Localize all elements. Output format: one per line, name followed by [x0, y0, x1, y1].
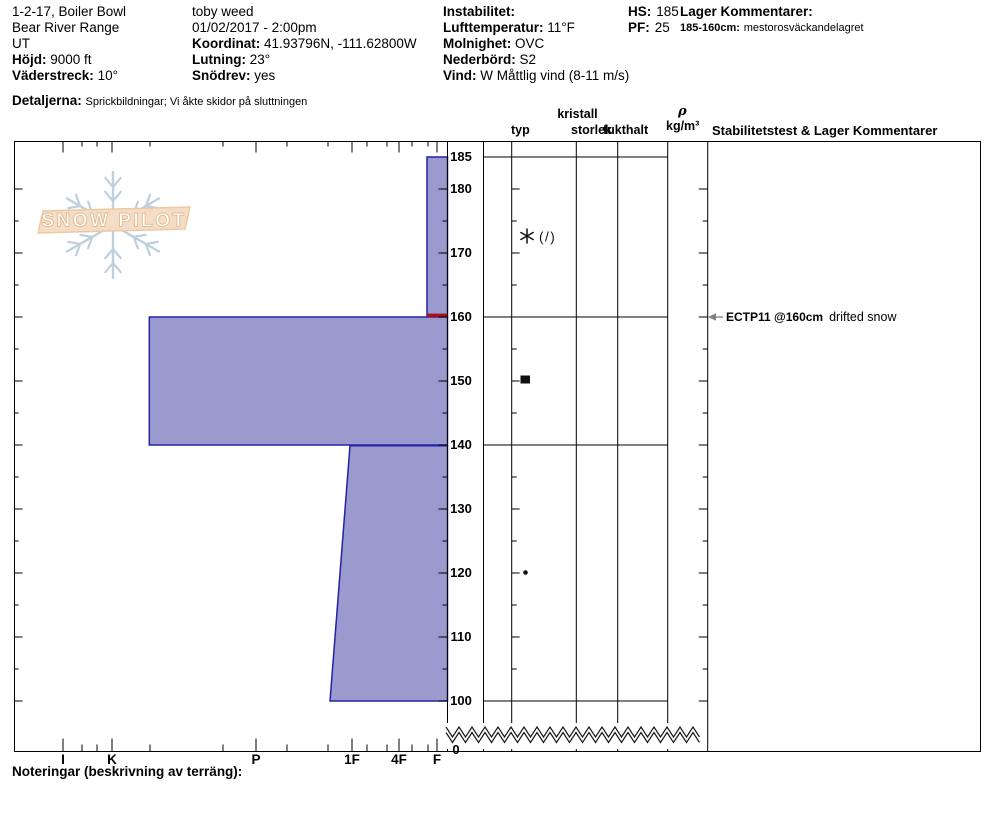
details-label: Detaljerna: [12, 93, 82, 108]
hs-value: 185 [656, 4, 679, 19]
state: UT [12, 36, 30, 51]
layer-bar-140-100 [330, 446, 448, 701]
details-value: Sprickbildningar; Vi åkte skidor på sluttningen [85, 96, 308, 108]
coordinates-label: Koordinat: [192, 36, 261, 51]
wind-label: Vind: [443, 68, 477, 83]
depth-label-140: 140 [450, 437, 472, 452]
hardness-label-4F: 4F [391, 752, 407, 767]
depth-label-110: 110 [450, 629, 472, 644]
depth-label-160: 160 [450, 309, 472, 324]
ect-test-comment: drifted snow [829, 310, 897, 324]
precip-label: Nederbörd: [443, 52, 516, 67]
depth-label-185: 185 [450, 149, 472, 164]
column-header-moisture: fukthalt [603, 123, 649, 137]
slope-angle-value: 23° [249, 52, 271, 67]
depth-label-170: 170 [450, 245, 472, 260]
ect-annotation-arrow [708, 313, 723, 321]
hardness-label-P: P [251, 752, 261, 767]
snowpilot-logo [38, 172, 190, 278]
grain-secondary-symbol: (/) [539, 229, 557, 245]
stability-test-annotation [726, 310, 897, 325]
elevation-label: Höjd: [12, 52, 47, 67]
column-header-density-symbol: ρ [678, 104, 687, 119]
column-header-density-unit: kg/m³ [666, 119, 700, 133]
arrowhead-left-icon [708, 313, 716, 321]
ect-test-result: ECTP11 @160cm [726, 310, 824, 324]
elevation-value: 9000 ft [50, 52, 92, 67]
chart-outer-border [15, 142, 981, 752]
grain-dot-icon [523, 570, 528, 575]
grid-lines [15, 142, 981, 752]
aspect-label: Väderstreck: [12, 68, 94, 83]
layer-comment-range: 185-160cm: [680, 22, 740, 34]
sky-label: Molnighet: [443, 36, 512, 51]
pit-name: 1-2-17, Boiler Bowl [12, 4, 127, 19]
depth-label-180: 180 [450, 181, 472, 196]
depth-label-0: 0 [452, 742, 460, 757]
coordinates-value: 41.93796N, -111.62800W [264, 36, 417, 51]
grain-square-icon [521, 376, 531, 384]
hardness-label-F: F [432, 752, 442, 767]
depth-label-120: 120 [450, 565, 472, 580]
hardness-label-I: I [61, 752, 65, 767]
column-header-stability-tests: Stabilitetstest & Lager Kommentarer [712, 123, 938, 138]
pf-value: 25 [654, 20, 670, 35]
column-header-crystal-line1: kristall [557, 107, 598, 121]
aspect-value: 10° [97, 68, 118, 83]
column-header-type: typ [511, 123, 530, 137]
depth-axis-break-zigzag [444, 723, 706, 749]
air-temp-value: 11°F [547, 20, 575, 35]
layer-comment-text: mestorosväckandelagret [743, 22, 864, 34]
drifting-value: yes [254, 68, 276, 83]
depth-label-150: 150 [450, 373, 472, 388]
grain-symbols [521, 229, 557, 575]
observer-name: toby weed [192, 4, 254, 19]
depth-label-130: 130 [450, 501, 472, 516]
grain-star-new-snow-icon [521, 229, 533, 243]
slope-angle-label: Lutning: [192, 52, 246, 67]
instability-label: Instabilitet: [443, 4, 516, 19]
precip-value: S2 [519, 52, 537, 67]
hardness-label-K: K [107, 752, 117, 767]
air-temp-label: Lufttemperatur: [443, 20, 544, 35]
pf-label: PF: [628, 20, 650, 35]
depth-label-100: 100 [450, 693, 472, 708]
layer-bar-160-140 [149, 317, 447, 445]
sky-value: OVC [515, 36, 545, 51]
column-header-size: storlek [571, 123, 612, 137]
wind-value: W Måttlig vind (8-11 m/s) [480, 68, 630, 83]
mountain-range: Bear River Range [12, 20, 120, 35]
logo-text: SNOW PILOT [41, 210, 187, 232]
notes-heading: Noteringar (beskrivning av terräng): [12, 764, 243, 779]
hs-label: HS: [628, 4, 652, 19]
drifting-label: Snödrev: [192, 68, 251, 83]
hardness-profile-bars [149, 157, 447, 701]
pit-datetime: 01/02/2017 - 2:00pm [192, 20, 317, 35]
layer-comments-title: Lager Kommentarer: [680, 4, 813, 19]
hardness-label-1F: 1F [344, 752, 360, 767]
